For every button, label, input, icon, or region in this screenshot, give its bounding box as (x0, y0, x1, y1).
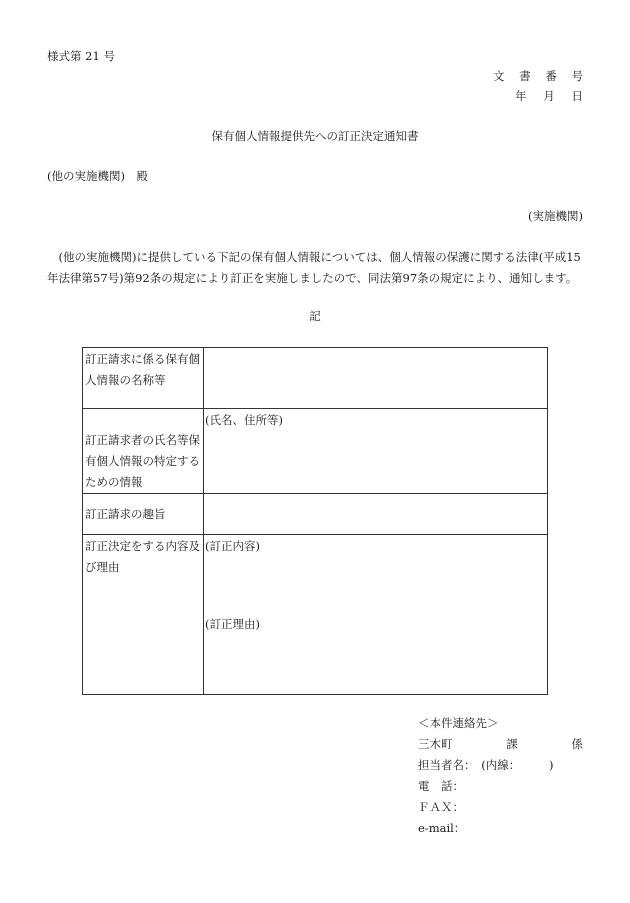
doc-number-char: 号 (571, 69, 583, 83)
correction-reason-note: (訂正理由) (205, 617, 260, 631)
table-row (83, 348, 548, 409)
row-label: 訂正請求に係る保有個人情報の名称等 (83, 348, 204, 409)
date-line (515, 91, 583, 103)
contact-email: e-mail： (418, 821, 466, 835)
document-number (493, 71, 583, 83)
form-number: 様式第 21 号 (47, 49, 115, 63)
table-row (83, 535, 548, 695)
table-row (83, 494, 548, 535)
doc-number-char: 番 (545, 69, 557, 83)
body-paragraph: (他の実施機関)に提供している下記の保有個人情報については、個人情報の保護に関する法律(平成15年法律第57号)第92条の規定により訂正を実施しましたので、同法第97条の規定により、通知します。 (47, 250, 581, 285)
doc-number-char: 書 (519, 69, 531, 83)
correction-content-note: (訂正内容) (205, 539, 260, 553)
contact-unit: 係 (571, 737, 583, 751)
contact-tel: 電 話： (418, 779, 464, 793)
table-row (83, 409, 548, 494)
date-year: 年 (515, 89, 527, 103)
row-value-cell (204, 535, 548, 695)
sender: (実施機関) (528, 209, 583, 223)
row-label: 訂正決定をする内容及び理由 (83, 535, 204, 695)
doc-number-char: 文 (493, 69, 505, 83)
row-label: 訂正請求の趣旨 (83, 494, 204, 535)
row-value (204, 348, 548, 409)
contact-town: 三木町 (418, 737, 453, 751)
row-value: (氏名、住所等) (204, 409, 548, 494)
date-month: 月 (543, 89, 555, 103)
ki-heading: 記 (309, 309, 321, 323)
document-title: 保有個人情報提供先への訂正決定通知書 (211, 129, 419, 143)
contact-person: 担当者名： (内線： ) (418, 758, 554, 772)
date-day: 日 (571, 89, 583, 103)
contact-section: 課 (506, 737, 518, 751)
detail-table (82, 347, 548, 695)
contact-department (418, 734, 583, 755)
contact-heading: ＜本件連絡先＞ (418, 716, 499, 730)
contact-block (418, 713, 583, 839)
addressee: (他の実施機関) 殿 (47, 169, 148, 183)
contact-fax: ＦＡＸ： (418, 800, 464, 814)
row-label: 訂正請求者の氏名等保有個人情報の特定するための情報 (83, 409, 204, 494)
row-value (204, 494, 548, 535)
